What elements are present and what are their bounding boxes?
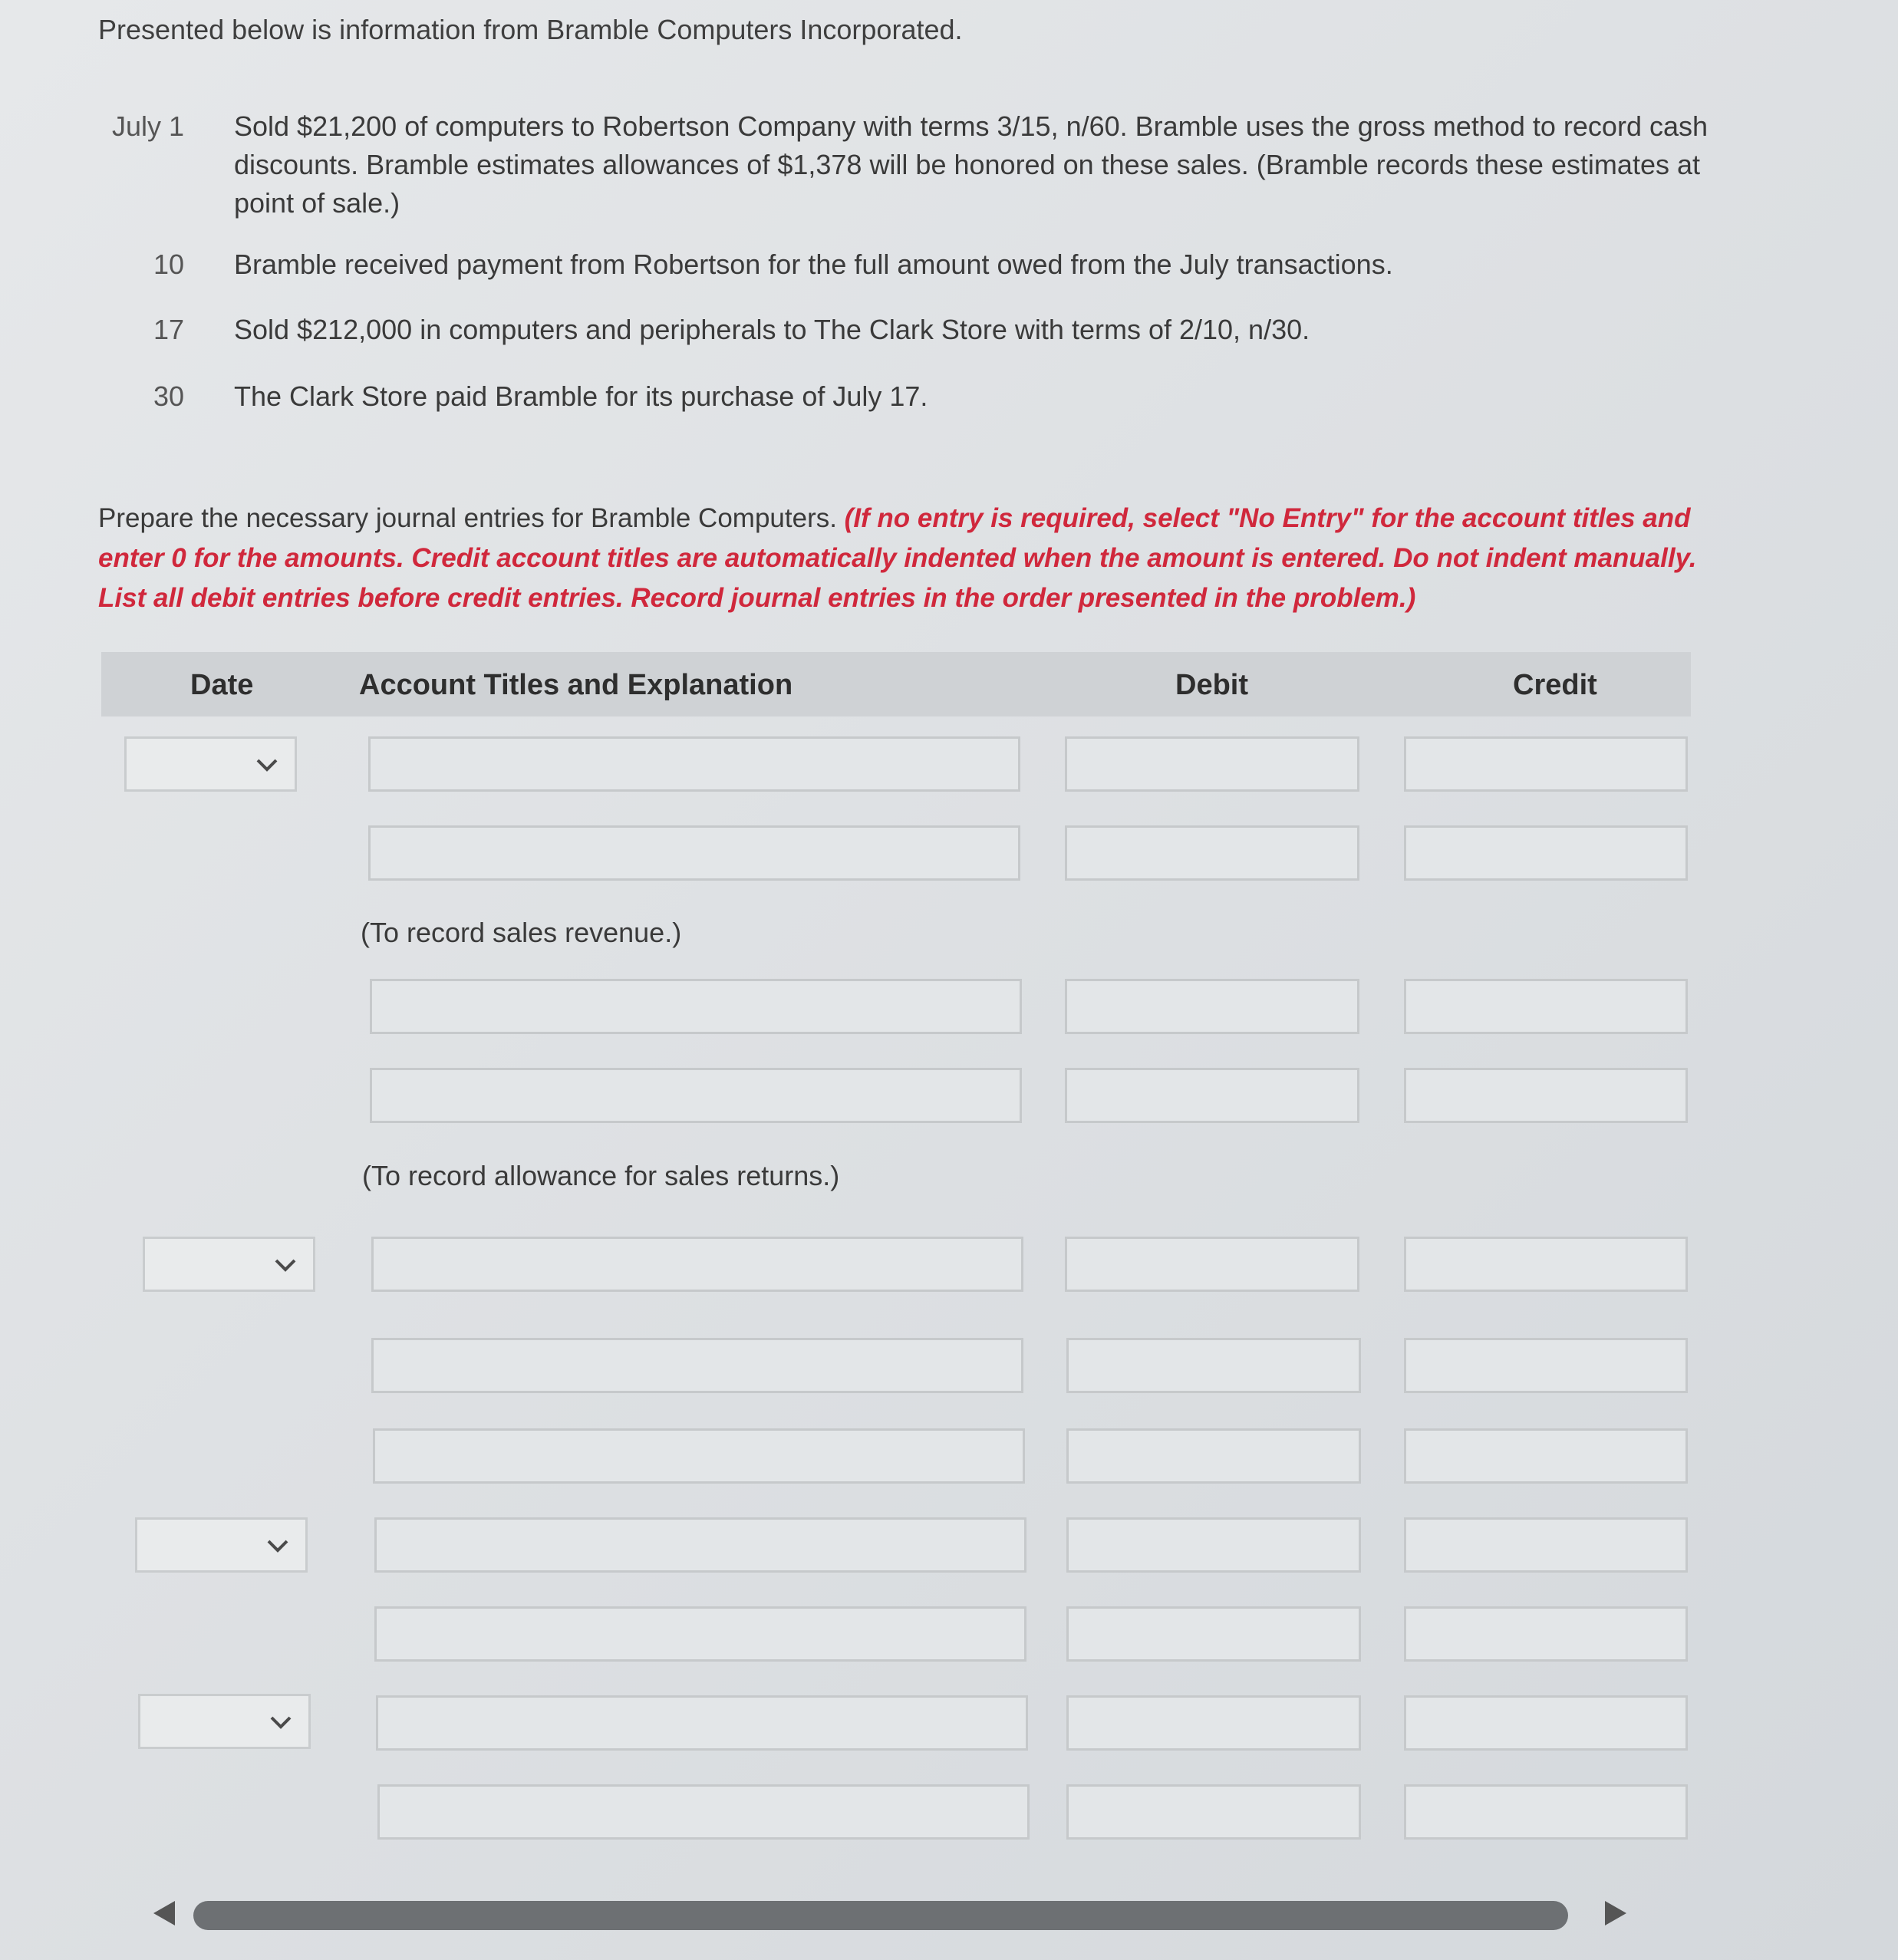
date-select[interactable] <box>138 1694 311 1749</box>
header-date: Date <box>190 669 254 701</box>
credit-input[interactable] <box>1404 1338 1688 1393</box>
chevron-down-icon <box>253 751 281 779</box>
transaction-description: Sold $21,200 of computers to Robertson Company with terms 3/15, n/60. Bramble uses the gross method to record cash discounts. Bramble estimates allowances of $1,378 will be honored on these sales. (Bramble records these estimates at point of sale.) <box>234 110 1709 219</box>
debit-input[interactable] <box>1066 1606 1361 1662</box>
credit-input[interactable] <box>1404 1695 1688 1751</box>
account-title-input[interactable] <box>368 825 1020 881</box>
credit-input[interactable] <box>1404 736 1688 792</box>
explanation-note: (To record sales revenue.) <box>361 917 682 948</box>
debit-input[interactable] <box>1065 979 1359 1034</box>
credit-input[interactable] <box>1404 1428 1688 1484</box>
debit-input[interactable] <box>1066 1338 1361 1393</box>
account-title-input[interactable] <box>374 1517 1026 1573</box>
transaction-description: Sold $212,000 in computers and peripherals to The Clark Store with terms of 2/10, n/30. <box>234 314 1310 345</box>
debit-input[interactable] <box>1065 1068 1359 1123</box>
date-select[interactable] <box>124 736 297 792</box>
account-title-input[interactable] <box>368 736 1020 792</box>
transaction-description: The Clark Store paid Bramble for its purchase of July 17. <box>234 380 928 412</box>
credit-input[interactable] <box>1404 1517 1688 1573</box>
instructions <box>98 499 1702 618</box>
chevron-down-icon <box>267 1708 295 1736</box>
account-title-input[interactable] <box>373 1428 1025 1484</box>
scroll-left-arrow[interactable] <box>153 1901 175 1925</box>
account-title-input[interactable] <box>376 1695 1028 1751</box>
transaction-day: July 1 <box>111 110 184 142</box>
debit-input[interactable] <box>1065 736 1359 792</box>
credit-input[interactable] <box>1404 1784 1688 1840</box>
debit-input[interactable] <box>1066 1428 1361 1484</box>
transaction-day: 10 <box>153 249 184 280</box>
transaction-day: 30 <box>153 380 184 412</box>
account-title-input[interactable] <box>377 1784 1030 1840</box>
credit-input[interactable] <box>1404 825 1688 881</box>
header-account: Account Titles and Explanation <box>359 669 793 701</box>
credit-input[interactable] <box>1404 979 1688 1034</box>
scroll-right-arrow[interactable] <box>1605 1901 1626 1925</box>
debit-input[interactable] <box>1066 1784 1361 1840</box>
date-select[interactable] <box>135 1517 308 1573</box>
credit-input[interactable] <box>1404 1606 1688 1662</box>
credit-input[interactable] <box>1404 1068 1688 1123</box>
account-title-input[interactable] <box>370 1068 1022 1123</box>
debit-input[interactable] <box>1066 1517 1361 1573</box>
account-title-input[interactable] <box>371 1338 1023 1393</box>
credit-input[interactable] <box>1404 1237 1688 1292</box>
chevron-down-icon <box>272 1251 299 1279</box>
journal-table-header <box>101 652 1691 716</box>
account-title-input[interactable] <box>371 1237 1023 1292</box>
header-debit: Debit <box>1175 669 1248 701</box>
date-select[interactable] <box>143 1237 315 1292</box>
chevron-down-icon <box>264 1532 292 1560</box>
explanation-note: (To record allowance for sales returns.) <box>362 1160 840 1191</box>
account-title-input[interactable] <box>370 979 1022 1034</box>
instructions-emphasis: (If no entry is required, select "No Entry" for the account titles and enter 0 for the amounts. Credit account titles are automatically indented when the amount is entered. Do not indent manually. List all debit entries before credit entries. Record journal entries in the order presented in the problem.) <box>98 503 1697 613</box>
transaction-description: Bramble received payment from Robertson for the full amount owed from the July transactions. <box>234 249 1393 280</box>
account-title-input[interactable] <box>374 1606 1026 1662</box>
transaction-day: 17 <box>153 314 184 345</box>
instructions-plain: Prepare the necessary journal entries for Bramble Computers. <box>98 503 845 533</box>
debit-input[interactable] <box>1065 825 1359 881</box>
intro-text: Presented below is information from Bramble Computers Incorporated. <box>98 14 963 45</box>
header-credit: Credit <box>1513 669 1597 701</box>
debit-input[interactable] <box>1066 1695 1361 1751</box>
horizontal-scrollbar[interactable] <box>193 1901 1568 1930</box>
debit-input[interactable] <box>1065 1237 1359 1292</box>
